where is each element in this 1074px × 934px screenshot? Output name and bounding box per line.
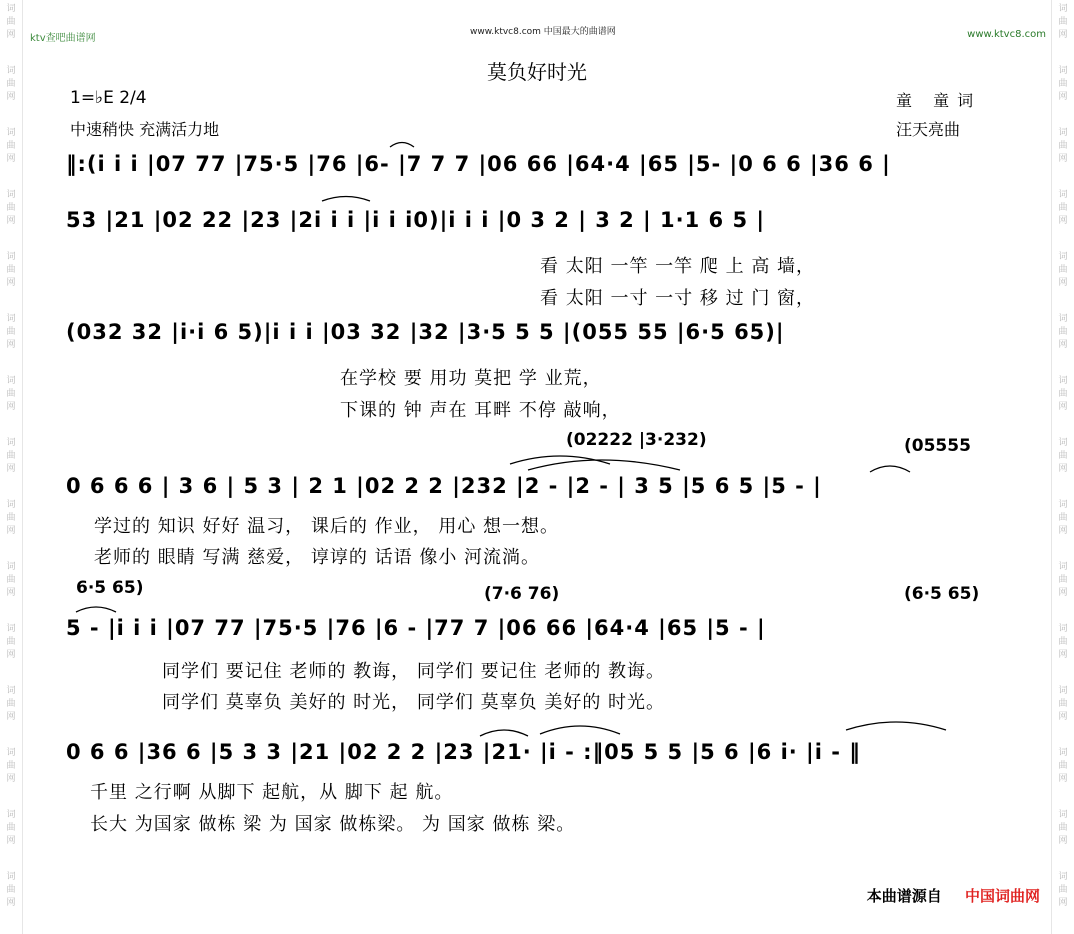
side-watermark-glyph: 网 [1058,464,1068,474]
lyric-line-4a: 学过的 知识 好好 温习， 课后的 作业， 用心 想一想。 [94,516,560,537]
lyricist-credit: 童 童词 [896,91,982,110]
side-watermark-glyph: 词 [1058,314,1068,324]
side-watermark-glyph: 词 [1058,128,1068,138]
annotation-line-4-left: (02222 |3·232) [566,430,707,450]
side-watermark-glyph: 网 [1058,712,1068,722]
side-watermark-glyph: 网 [6,216,16,226]
slur-arc [322,197,370,202]
side-watermark-glyph: 词 [6,562,16,572]
side-watermark-glyph: 曲 [6,823,16,833]
side-watermark-glyph: 网 [1058,216,1068,226]
slur-arc [870,466,910,472]
side-watermark-glyph: 曲 [1058,637,1068,647]
side-watermark-glyph: 词 [6,4,16,14]
side-watermark-glyph: 网 [1058,278,1068,288]
side-watermark-glyph: 词 [1058,810,1068,820]
side-watermark-glyph: 曲 [1058,79,1068,89]
score-line-3: (032 32 |i·i 6 5)|i i i |03 32 |32 |3·5 5 5 |(055 55 |6·5 65)| [66,320,785,344]
source-label: 本曲谱源自 [866,887,942,905]
song-title: 莫负好时光 [487,60,587,84]
side-watermark-glyph: 曲 [1058,141,1068,151]
side-watermark-glyph: 网 [6,30,16,40]
side-watermark-glyph: 词 [1058,190,1068,200]
side-watermark-glyph: 曲 [6,575,16,585]
side-watermark-glyph: 曲 [6,141,16,151]
side-watermark-glyph: 词 [6,66,16,76]
lyric-line-6b: 长大 为国家 做栋 梁 为 国家 做栋梁。 为 国家 做栋 梁。 [90,814,576,835]
watermark-left-top: ktv查吧曲谱网 [30,33,96,44]
side-watermark-glyph: 网 [6,464,16,474]
side-watermark-glyph: 曲 [1058,823,1068,833]
side-watermark-glyph: 网 [6,278,16,288]
side-watermark-glyph: 曲 [6,17,16,27]
site-name-link[interactable]: 中国词曲网 [964,887,1040,905]
side-watermark-glyph: 曲 [6,265,16,275]
lyric-line-5a: 同学们 要记住 老师的 教诲， 同学们 要记住 老师的 教诲。 [162,661,666,682]
side-watermark-glyph: 曲 [1058,513,1068,523]
lyric-line-6a: 千里 之行啊 从脚下 起航，从 脚下 起 航。 [90,782,454,803]
side-watermark-glyph: 词 [1058,748,1068,758]
side-watermark-glyph: 网 [1058,898,1068,908]
side-watermark-glyph: 词 [6,128,16,138]
lyric-line-3a: 在学校 要 用功 莫把 学 业荒， [340,368,602,389]
side-watermark-glyph: 曲 [1058,203,1068,213]
side-watermark-glyph: 网 [6,526,16,536]
side-watermark-glyph: 词 [1058,252,1068,262]
side-watermark-glyph: 曲 [6,637,16,647]
side-watermark-glyph: 词 [1058,624,1068,634]
side-watermark-glyph: 曲 [6,79,16,89]
side-watermark-glyph: 曲 [6,761,16,771]
side-watermark-glyph: 词 [6,748,16,758]
side-watermark-glyph: 词 [6,686,16,696]
side-watermark-glyph: 词 [6,376,16,386]
side-watermark-glyph: 曲 [1058,575,1068,585]
side-watermark-glyph: 词 [1058,4,1068,14]
annotation-line-5-right: (6·5 65) [904,584,980,604]
side-watermark-glyph: 词 [1058,872,1068,882]
composer-credit: 汪天亮曲 [896,120,961,139]
slur-arc [540,726,620,734]
side-watermark-glyph: 曲 [6,885,16,895]
side-watermark-glyph: 词 [6,252,16,262]
side-watermark-glyph: 词 [1058,562,1068,572]
lyric-line-3b: 下课的 钟 声在 耳畔 不停 敲响， [340,400,621,421]
side-watermark-glyph: 词 [6,500,16,510]
side-watermark-glyph: 词 [6,438,16,448]
side-watermark-glyph: 网 [6,650,16,660]
slur-arc [390,143,414,148]
side-watermark-glyph: 曲 [6,513,16,523]
side-watermark-glyph: 曲 [1058,389,1068,399]
side-watermark-glyph: 网 [1058,340,1068,350]
side-watermark-glyph: 网 [6,774,16,784]
side-watermark-glyph: 曲 [1058,265,1068,275]
lyric-line-2b: 看 太阳 一寸 一寸 移 过 门 窗， [540,288,816,309]
source-footer [867,885,1040,906]
side-watermark-glyph: 曲 [6,699,16,709]
side-watermark-glyph: 词 [1058,500,1068,510]
side-watermark-glyph: 词 [6,314,16,324]
side-watermark-glyph: 词 [1058,438,1068,448]
side-watermark-glyph: 网 [6,712,16,722]
side-watermark-glyph: 曲 [1058,699,1068,709]
side-watermark-glyph: 曲 [1058,761,1068,771]
side-watermark-glyph: 网 [6,340,16,350]
side-watermark-glyph: 词 [1058,66,1068,76]
side-watermark-glyph: 网 [6,836,16,846]
side-watermark-glyph: 词 [6,624,16,634]
side-watermark-glyph: 网 [1058,588,1068,598]
right-watermark-column [1051,0,1074,934]
annotation-line-5-mid: (7·6 76) [484,584,560,604]
lyric-line-5b: 同学们 莫辜负 美好的 时光， 同学们 莫辜负 美好的 时光。 [162,692,666,713]
side-watermark-glyph: 曲 [1058,451,1068,461]
side-watermark-glyph: 曲 [1058,327,1068,337]
watermark-right-top: www.ktvc8.com [967,29,1046,40]
score-line-1: ‖:(i i i |07 77 |75·5 |76 |6- |7 7 7 |06 66 |64·4 |65 |5- |0 6 6 |36 6 | [66,152,891,176]
side-watermark-glyph: 曲 [6,327,16,337]
side-watermark-glyph: 网 [6,588,16,598]
side-watermark-glyph: 网 [1058,92,1068,102]
annotation-line-5-left: 6·5 65) [76,578,144,598]
side-watermark-glyph: 曲 [6,389,16,399]
left-watermark-column [0,0,23,934]
score-line-6: 0 6 6 |36 6 |5 3 3 |21 |02 2 2 |23 |21· |i - :‖05 5 5 |5 6 |6 i· |i - ‖ [66,740,861,764]
side-watermark-glyph: 词 [6,190,16,200]
side-watermark-glyph: 网 [1058,836,1068,846]
side-watermark-glyph: 网 [1058,30,1068,40]
tempo-marking: 中速稍快 充满活力地 [70,120,220,139]
side-watermark-glyph: 词 [6,810,16,820]
slur-arc [846,722,946,730]
annotation-line-4-right: (05555 [904,436,971,456]
side-watermark-glyph: 曲 [6,203,16,213]
side-watermark-glyph: 网 [6,898,16,908]
score-line-5: 5 - |i i i |07 77 |75·5 |76 |6 - |77 7 |06 66 |64·4 |65 |5 - | [66,616,766,640]
side-watermark-glyph: 网 [6,92,16,102]
slur-arc [528,460,680,470]
side-watermark-glyph: 网 [1058,154,1068,164]
score-line-2: 53 |21 |02 22 |23 |2i i i |i i i0)|i i i |0 3 2 | 3 2 | 1·1 6 5 | [66,208,766,232]
side-watermark-glyph: 网 [6,154,16,164]
side-watermark-glyph: 网 [6,402,16,412]
side-watermark-glyph: 词 [1058,686,1068,696]
key-signature: 1=♭E 2/4 [70,88,147,108]
side-watermark-glyph: 曲 [1058,885,1068,895]
slur-arc [480,730,528,736]
slur-arc [76,607,116,612]
side-watermark-glyph: 词 [6,872,16,882]
side-watermark-glyph: 网 [1058,402,1068,412]
lyric-line-4b: 老师的 眼睛 写满 慈爱， 谆谆的 话语 像小 河流淌。 [94,547,541,568]
side-watermark-glyph: 网 [1058,650,1068,660]
side-watermark-glyph: 网 [1058,526,1068,536]
side-watermark-glyph: 曲 [1058,17,1068,27]
side-watermark-glyph: 词 [1058,376,1068,386]
slur-arc [510,456,610,464]
watermark-center-top: www.ktvc8.com 中国最大的曲谱网 [470,27,616,37]
side-watermark-glyph: 曲 [6,451,16,461]
side-watermark-glyph: 网 [1058,774,1068,784]
score-line-4: 0 6 6 6 | 3 6 | 5 3 | 2 1 |02 2 2 |232 |2 - |2 - | 3 5 |5 6 5 |5 - | [66,474,822,498]
lyric-line-2a: 看 太阳 一竿 一竿 爬 上 高 墙， [540,256,816,277]
